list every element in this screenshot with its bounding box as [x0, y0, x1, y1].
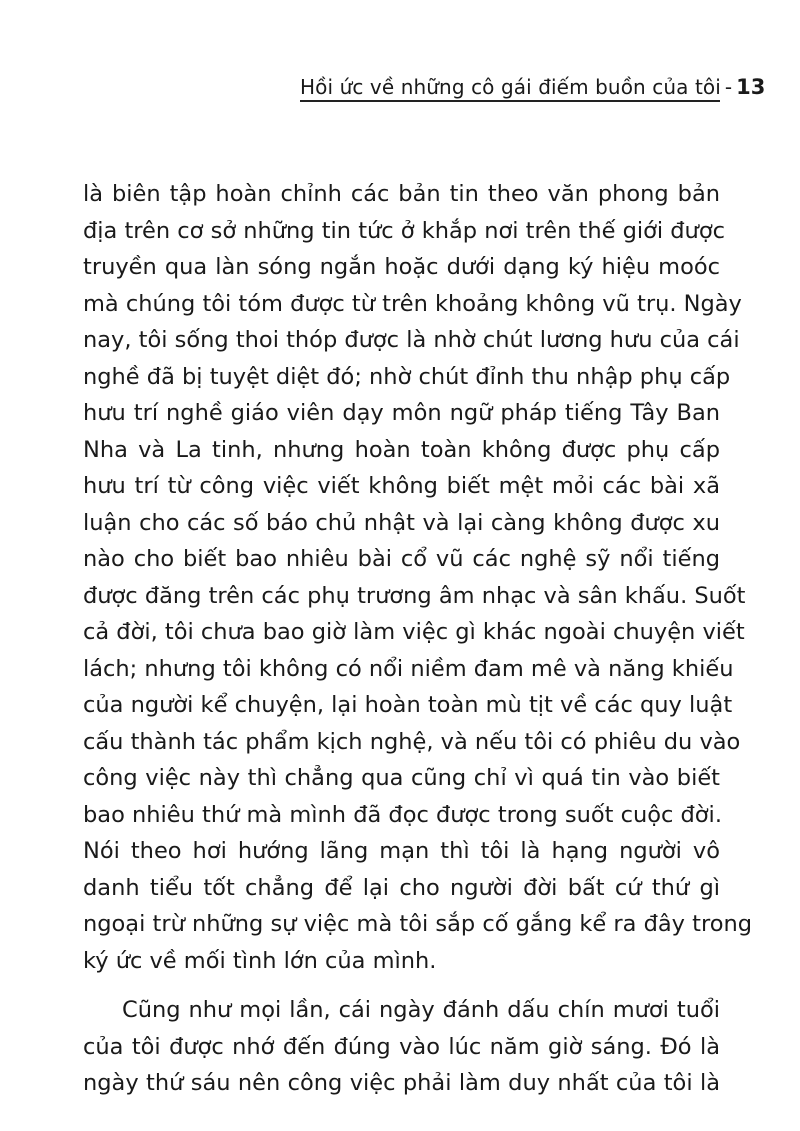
- text-line: ký ức về mối tình lớn của mình.: [83, 947, 437, 974]
- text-line: ngoại trừ những sự việc mà tôi sắp cố gắng kể ra đây trong: [83, 911, 753, 937]
- header-separator: -: [724, 75, 733, 99]
- text-line: của người kể chuyện, lại hoàn toàn mù tịt về các quy luật: [83, 692, 733, 718]
- text-line: hưu trí từ công việc viết không biết mệt mỏi các bài xã: [83, 473, 720, 499]
- text-line: Nói theo hơi hướng lãng mạn thì tôi là hạng người vô: [83, 838, 720, 864]
- text-line: ngày thứ sáu nên công việc phải làm duy nhất của tôi là: [83, 1070, 720, 1096]
- paragraph-1: [83, 176, 753, 979]
- text-line: công việc này thì chẳng qua cũng chỉ vì quá tin vào biết: [83, 765, 720, 791]
- text-line: là biên tập hoàn chỉnh các bản tin theo văn phong bản: [83, 181, 720, 207]
- paragraph-2: [83, 992, 720, 1102]
- text-line: cả đời, tôi chưa bao giờ làm việc gì khác ngoài chuyện viết: [83, 619, 745, 645]
- text-line: cấu thành tác phẩm kịch nghệ, và nếu tôi có phiêu du vào: [83, 728, 741, 755]
- page-number: 13: [736, 75, 766, 99]
- text-line: của tôi được nhớ đến đúng vào lúc năm giờ sáng. Đó là: [83, 1033, 720, 1060]
- text-line: bao nhiêu thứ mà mình đã đọc được trong suốt cuộc đời.: [83, 801, 722, 828]
- text-line: nghề đã bị tuyệt diệt đó; nhờ chút đỉnh thu nhập phụ cấp: [83, 363, 731, 390]
- text-line: danh tiểu tốt chẳng để lại cho người đời bất cứ thứ gì: [83, 874, 720, 901]
- text-line: được đăng trên các phụ trương âm nhạc và sân khấu. Suốt: [83, 582, 746, 609]
- body-text: [83, 176, 753, 1102]
- text-line: Cũng như mọi lần, cái ngày đánh dấu chín mươi tuổi: [122, 997, 720, 1023]
- text-line: hưu trí nghề giáo viên dạy môn ngữ pháp tiếng Tây Ban: [83, 400, 720, 426]
- text-line: Nha và La tinh, nhưng hoàn toàn không được phụ cấp: [83, 436, 720, 463]
- running-header: [300, 74, 766, 102]
- text-line: luận cho các số báo chủ nhật và lại càng không được xu: [83, 509, 720, 536]
- book-title: Hồi ức về những cô gái điếm buồn của tôi: [300, 75, 721, 99]
- text-line: truyền qua làn sóng ngắn hoặc dưới dạng ký hiệu moóc: [83, 254, 720, 280]
- text-line: địa trên cơ sở những tin tức ở khắp nơi trên thế giới được: [83, 217, 725, 244]
- paragraph-gap: [83, 979, 720, 992]
- text-line: lách; nhưng tôi không có nổi niềm đam mê và năng khiếu: [83, 655, 734, 682]
- text-line: nay, tôi sống thoi thóp được là nhờ chút lương hưu của cái: [83, 327, 740, 353]
- text-line: nào cho biết bao nhiêu bài cổ vũ các nghệ sỹ nổi tiếng: [83, 546, 720, 572]
- text-line: mà chúng tôi tóm được từ trên khoảng không vũ trụ. Ngày: [83, 290, 742, 317]
